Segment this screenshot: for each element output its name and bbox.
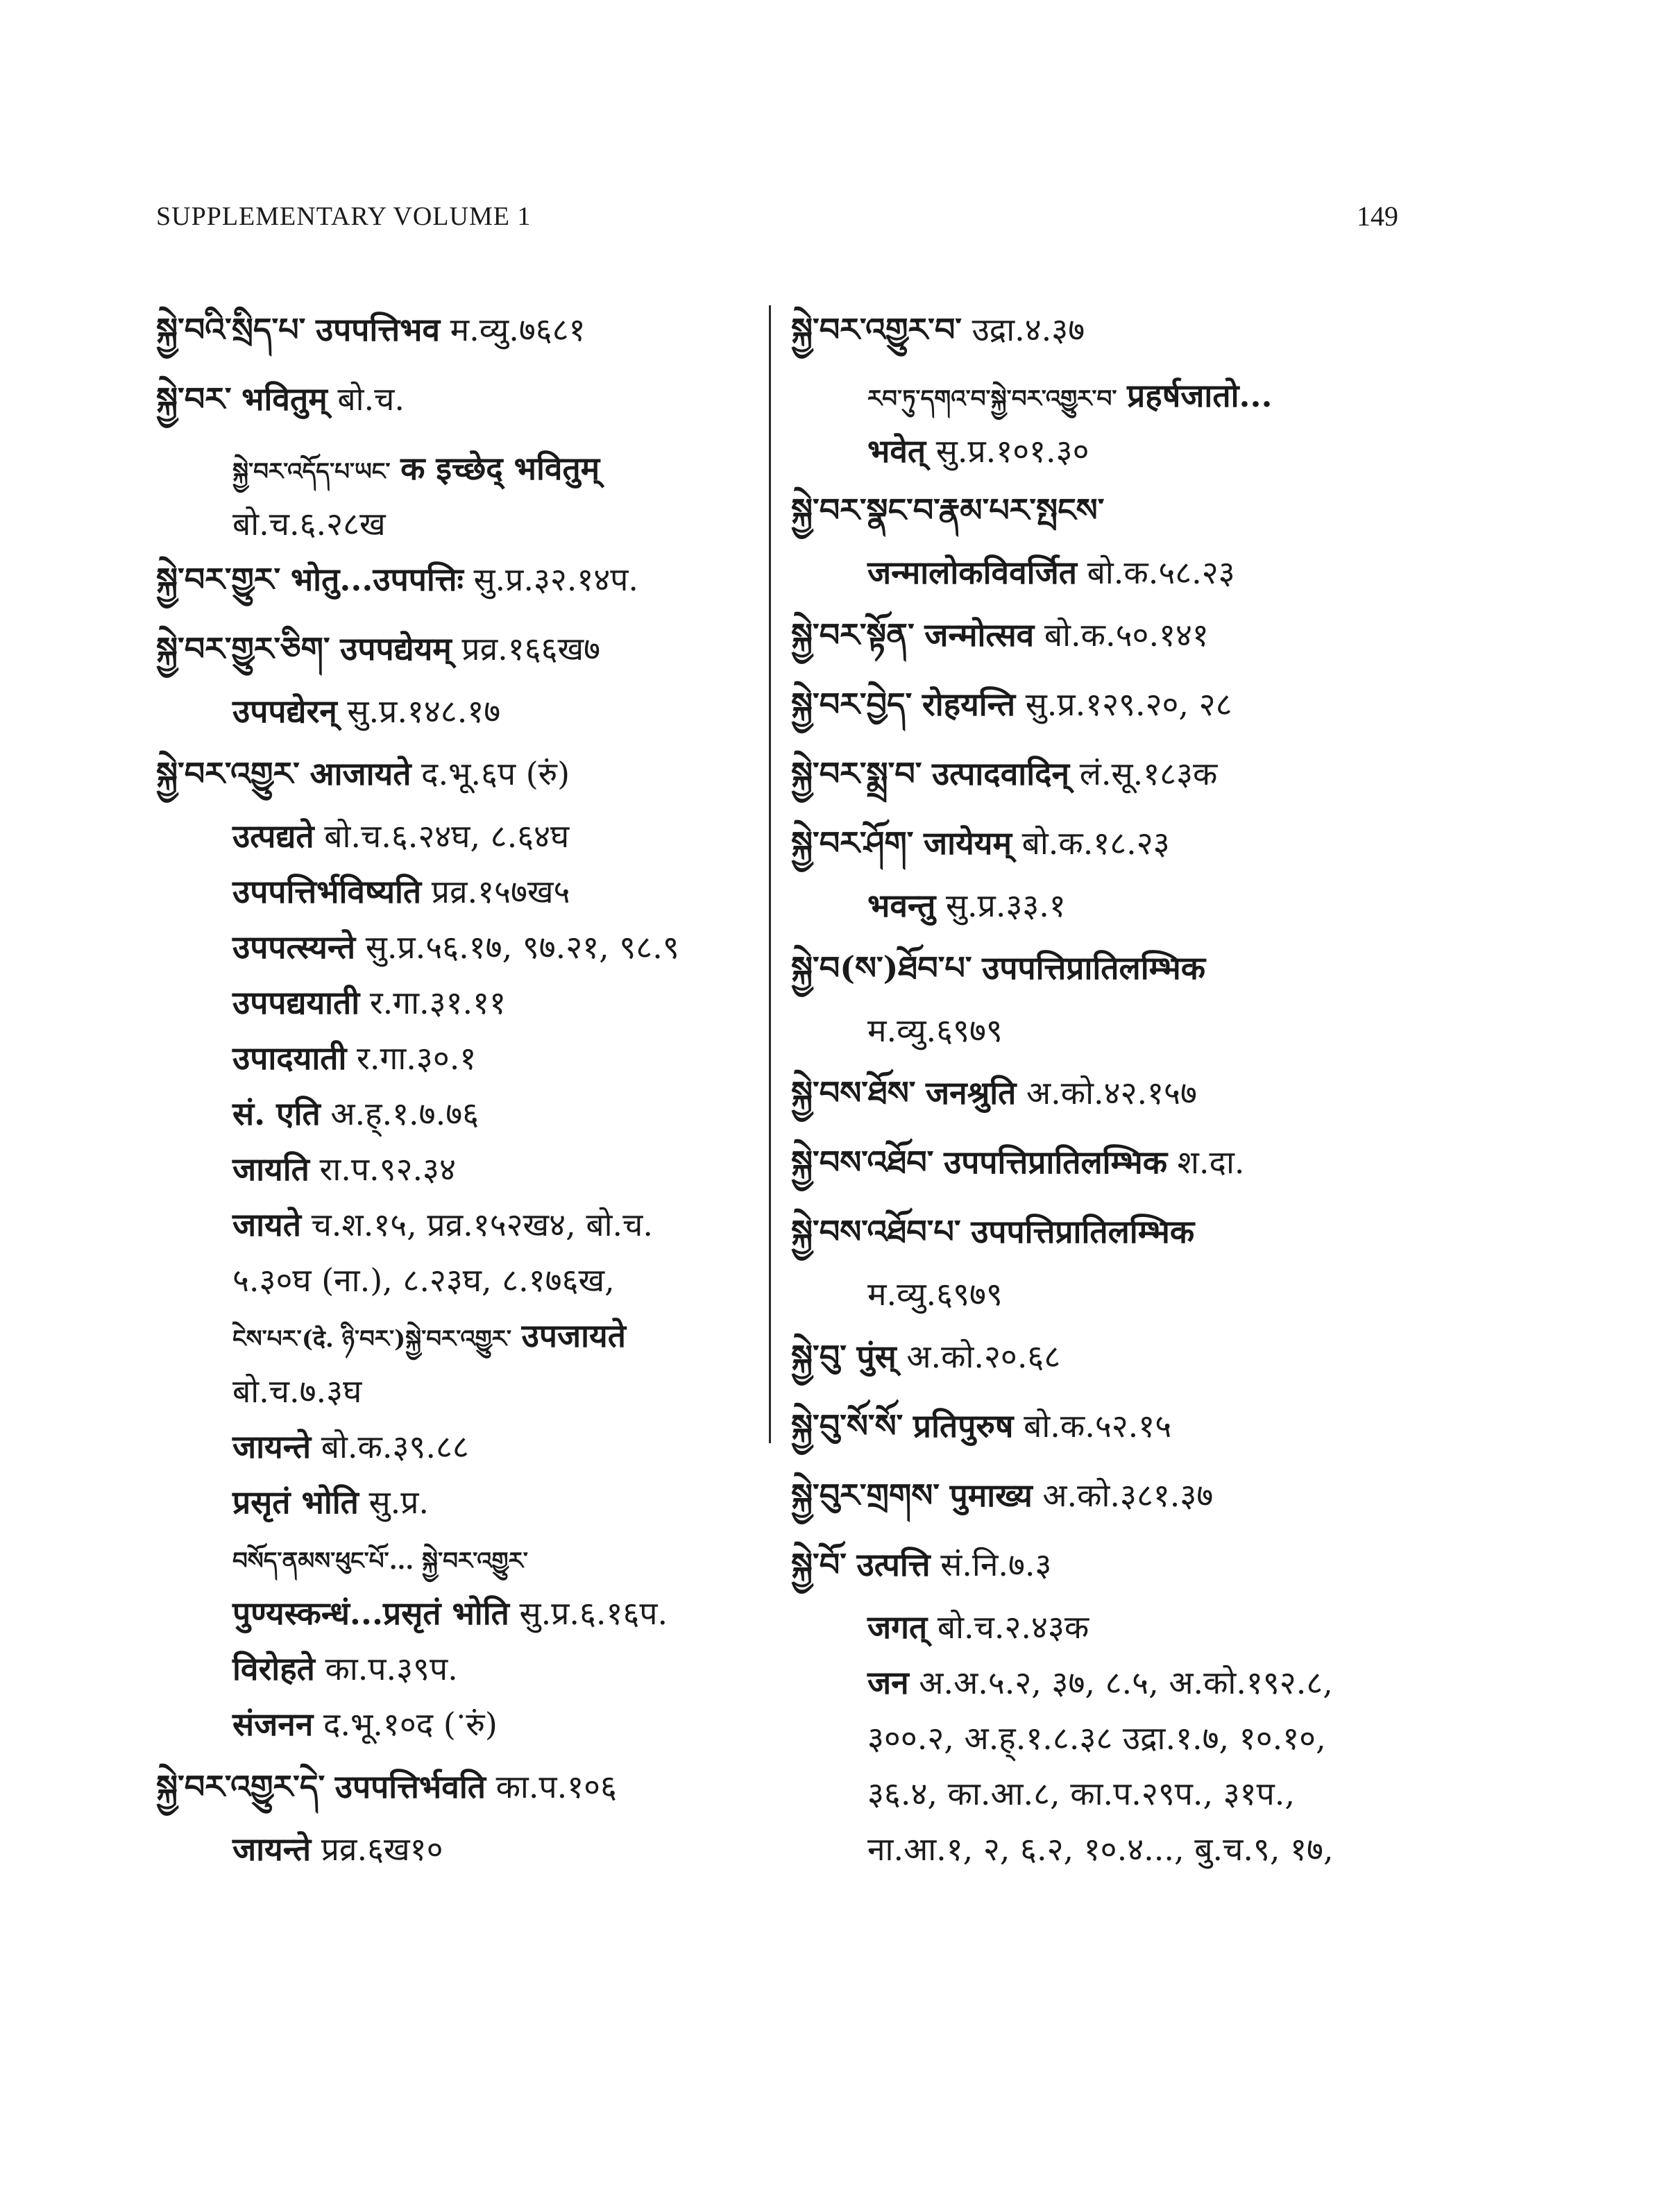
- headword-line: [791, 1141, 1245, 1183]
- sub-entry-line: [232, 1204, 653, 1245]
- sanskrit-equivalent: प्रसृतं भोति: [232, 1483, 359, 1521]
- source-reference: अ.को.४२.१५७: [1026, 1074, 1197, 1112]
- headword-line: [791, 947, 1205, 989]
- sub-entry-line: [867, 1717, 1326, 1759]
- sanskrit-equivalent: उत्पादवादिन्: [932, 755, 1070, 792]
- sanskrit-equivalent: उपपत्स्यन्ते: [232, 928, 356, 966]
- headword-line: [791, 822, 1170, 864]
- sub-entry-line: [867, 1010, 1003, 1051]
- source-reference: का.प.३९प.: [325, 1650, 458, 1687]
- tibetan-term: སྐྱེ་བུར་གྲགས་: [791, 1477, 940, 1514]
- headword-line: [791, 683, 1232, 725]
- sanskrit-equivalent: पुमाख्य: [949, 1477, 1033, 1514]
- tibetan-term: སྐྱེ་བར་སྟོན་: [791, 616, 915, 654]
- sanskrit-equivalent: जन्मालोकविवर्जित: [867, 554, 1077, 591]
- source-reference: उद्रा.४.३७: [971, 311, 1085, 348]
- source-reference: अ.को.३८१.३७: [1042, 1477, 1214, 1514]
- tibetan-term: རབ་ཏུ་དགའ་བ་སྐྱེ་བར་འགྱུར་བ་: [867, 385, 1117, 413]
- tibetan-term: སྐྱེ་བའི་སྲིད་པ་: [156, 311, 306, 348]
- sub-entry-line: [232, 1315, 626, 1360]
- source-reference: लं.सू.१८३क: [1079, 755, 1218, 792]
- source-reference: म.व्यु.६९७९: [867, 1012, 1003, 1049]
- source-reference: सु.प्र.१०१.३०: [935, 432, 1089, 470]
- headword-line: [791, 1336, 1060, 1377]
- tibetan-term: སྐྱེ་བུ་སོ་སོ་: [791, 1407, 903, 1445]
- sanskrit-equivalent: उपपत्तिप्रातिलम्भिक: [982, 949, 1206, 987]
- sanskrit-equivalent: संजनन: [232, 1705, 314, 1743]
- source-reference: सु.प्र.५६.१७, ९७.२१, ९८.९: [365, 928, 679, 966]
- source-reference: सु.प्र.६.१६प.: [519, 1594, 668, 1632]
- tibetan-term: སྐྱེ་བར་འདོད་པ་ཡང་: [232, 458, 391, 486]
- sanskrit-equivalent: उपजायते: [521, 1317, 626, 1354]
- page-number: 149: [1357, 201, 1398, 232]
- tibetan-term: སྐྱེ་བར་གྱུར་ཅིག་: [156, 630, 330, 667]
- sanskrit-equivalent: जायति: [232, 1150, 309, 1188]
- source-reference: प्रव्र.१५७ख५: [431, 873, 570, 910]
- tibetan-term: ངེས་པར་(दे. ཉི་བར་)སྐྱེ་བར་འགྱུར་: [232, 1325, 512, 1353]
- sub-entry-line: [867, 1773, 1295, 1814]
- sanskrit-equivalent: उत्पत्ति: [856, 1546, 931, 1583]
- source-reference: द.भू.६प (रुं): [421, 755, 570, 792]
- headword-line: [791, 1072, 1197, 1114]
- headword-line: [791, 1474, 1213, 1516]
- sub-entry-line: [232, 1828, 443, 1870]
- source-reference: श.दा.: [1177, 1143, 1245, 1181]
- sub-entry-line: [867, 552, 1235, 593]
- sub-entry-line: [232, 1093, 479, 1134]
- tibetan-term: སྐྱེ་བས་འཐོབ་: [791, 1143, 934, 1181]
- headword-line: [156, 309, 586, 350]
- sub-entry-line: [232, 503, 386, 545]
- sanskrit-equivalent: रोहयन्ति: [922, 686, 1016, 723]
- source-reference: का.प.१०६: [495, 1768, 617, 1805]
- sub-entry-line: [867, 1662, 1333, 1703]
- headword-line: [791, 614, 1209, 656]
- source-reference: अ.को.२०.६८: [906, 1338, 1061, 1375]
- source-reference: सु.प्र.३३.१: [945, 887, 1066, 924]
- headword-line: [156, 559, 638, 600]
- sub-entry-line: [867, 885, 1066, 926]
- sanskrit-equivalent: जन्मोत्सव: [924, 616, 1035, 654]
- sub-entry-line: [232, 1481, 429, 1523]
- source-reference: प्रव्र.१६६ख७: [461, 630, 601, 667]
- source-reference: ३६.४, का.आ.८, का.प.२९प., ३१प.,: [867, 1775, 1295, 1812]
- tibetan-term: སྐྱེ་བར་སྨྲ་བ་: [791, 755, 922, 792]
- source-reference: प्रव्र.६ख१०: [321, 1830, 443, 1868]
- source-reference: बो.च.: [337, 380, 405, 418]
- source-reference: बो.च.२.४३क: [937, 1608, 1089, 1646]
- sanskrit-equivalent: भवेत्: [867, 432, 926, 470]
- source-reference: बो.च.६.२४घ, ८.६४घ: [324, 817, 570, 855]
- tibetan-term: སྐྱེ་བས་ཐོས་: [791, 1074, 916, 1112]
- sanskrit-equivalent: सं. एति: [232, 1095, 321, 1132]
- column-divider: [769, 305, 771, 1443]
- source-reference: अ.ह्.१.७.७६: [330, 1095, 480, 1132]
- sanskrit-equivalent: प्रतिपुरुष: [913, 1407, 1014, 1445]
- source-reference: बो.क.५२.१५: [1024, 1407, 1172, 1445]
- tibetan-term: སྐྱེ་བོ་: [791, 1546, 847, 1583]
- source-reference: बो.च.६.२८ख: [232, 505, 386, 543]
- sub-entry-line: [232, 448, 600, 493]
- sanskrit-equivalent: उपपत्तिर्भविष्यति: [232, 873, 422, 910]
- tibetan-term: སྐྱེ་བུ་: [791, 1338, 847, 1375]
- sub-entry-line: [232, 871, 570, 912]
- sanskrit-equivalent: उपपत्तिर्भवति: [334, 1768, 486, 1805]
- sub-entry-line: [867, 430, 1089, 472]
- headword-line: [791, 309, 1085, 350]
- source-reference: अ.अ.५.२, ३७, ८.५, अ.को.१९२.८,: [919, 1664, 1333, 1701]
- headword-line: [791, 753, 1217, 794]
- sanskrit-equivalent: जगत्: [867, 1608, 928, 1646]
- source-reference: बो.क.३९.८८: [321, 1428, 469, 1465]
- sanskrit-equivalent: भवन्तु: [867, 887, 936, 924]
- sanskrit-equivalent: उपपत्तिप्रातिलम्भिक: [944, 1143, 1168, 1181]
- source-reference: ३००.२, अ.ह्.१.८.३८ उद्रा.१.७, १०.१०,: [867, 1719, 1326, 1757]
- headword-line: [791, 489, 1104, 531]
- sub-entry-line: [232, 1259, 615, 1301]
- sanskrit-equivalent: उपपद्येयम्: [340, 630, 452, 667]
- sanskrit-equivalent: जायन्ते: [232, 1428, 312, 1465]
- sanskrit-equivalent: क इच्छेद् भवितुम्: [400, 450, 600, 487]
- sub-entry-line: [232, 1370, 362, 1412]
- tibetan-term: སྐྱེ་བར་སྣང་བ་རྣམ་པར་སྤངས་: [791, 491, 1105, 529]
- sanskrit-equivalent: जन: [867, 1664, 909, 1701]
- sanskrit-equivalent: भोतु...उपपत्तिः: [290, 561, 464, 598]
- source-reference: सु.प्र.३२.१४प.: [473, 561, 639, 598]
- source-reference: बो.क.१८.२३: [1021, 824, 1170, 862]
- sanskrit-equivalent: जायेयम्: [924, 824, 1012, 862]
- source-reference: बो.क.५८.२३: [1087, 554, 1235, 591]
- sub-entry-line: [232, 1703, 498, 1745]
- source-reference: ५.३०घ (ना.), ८.२३घ, ८.१७६ख,: [232, 1261, 615, 1299]
- source-reference: म.व्यु.७६८१: [450, 311, 586, 348]
- source-reference: ना.आ.१, २, ६.२, १०.४..., बु.च.९, १७,: [867, 1830, 1334, 1868]
- sanskrit-equivalent: पुण्यस्कन्धं...प्रसृतं भोति: [232, 1594, 509, 1632]
- sanskrit-equivalent: पुंस्: [856, 1338, 897, 1375]
- headword-line: [791, 1211, 1194, 1252]
- sanskrit-equivalent: जनश्रुति: [926, 1074, 1017, 1112]
- tibetan-term: སྐྱེ་བར་འགྱུར་བ་: [791, 311, 962, 348]
- headword-line: [791, 1544, 1051, 1585]
- source-reference: रा.प.९२.३४: [319, 1150, 456, 1188]
- tibetan-term: སྐྱེ་བར་ཤོག་: [791, 824, 914, 862]
- tibetan-term: སྐྱེ་བར་བྱེད་: [791, 686, 913, 723]
- sanskrit-equivalent: उपपत्तिप्रातिलम्भिक: [971, 1213, 1195, 1250]
- sub-entry-line: [232, 1648, 458, 1690]
- source-reference: सं.नि.७.३: [940, 1546, 1052, 1583]
- source-reference: बो.क.५०.१४१: [1044, 616, 1209, 654]
- source-reference: सु.प्र.१४८.१७: [347, 692, 501, 730]
- sanskrit-equivalent: भवितुम्: [241, 380, 328, 418]
- tibetan-term: སྐྱེ་བར་: [156, 380, 232, 418]
- sub-entry-line: [232, 815, 569, 857]
- sanskrit-equivalent: जायन्ते: [232, 1830, 312, 1868]
- sanskrit-equivalent: आजायते: [309, 755, 411, 792]
- sub-entry-line: [232, 1592, 668, 1634]
- sanskrit-equivalent: विरोहते: [232, 1650, 315, 1687]
- sub-entry-line: [867, 375, 1273, 420]
- sanskrit-equivalent: प्रहर्षजातो...: [1127, 377, 1273, 414]
- tibetan-term: སྐྱེ་བར་འགྱུར་དེ་: [156, 1768, 325, 1805]
- tibetan-term: སྐྱེ་བར་འགྱུར་: [156, 755, 300, 792]
- headword-line: [156, 1766, 617, 1807]
- sub-entry-line: [232, 982, 506, 1023]
- headword-line: [791, 1405, 1171, 1447]
- sub-entry-line: [232, 1037, 476, 1079]
- headword-line: [156, 628, 600, 670]
- source-reference: द.भू.१०द (ॱरुं): [323, 1705, 498, 1743]
- source-reference: र.गा.३०.१: [357, 1039, 477, 1077]
- sub-entry-line: [232, 1426, 469, 1467]
- headword-line: [156, 753, 570, 794]
- running-head: SUPPLEMENTARY VOLUME 1: [156, 202, 532, 231]
- sub-entry-line: [232, 690, 500, 732]
- sub-entry-line: [232, 926, 679, 968]
- sub-entry-line: [232, 1148, 456, 1190]
- tibetan-term: བསོད་ནམས་ཕུང་པོ་... སྐྱེ་བར་འགྱུར་: [232, 1547, 528, 1575]
- sanskrit-equivalent: उपपत्तिभव: [315, 311, 441, 348]
- sub-entry-line: [867, 1273, 1003, 1315]
- tibetan-term: སྐྱེ་བ(ས་)ཐོབ་པ་: [791, 949, 972, 987]
- sub-entry-line: [867, 1828, 1334, 1870]
- sanskrit-equivalent: उपादयाती: [232, 1039, 347, 1077]
- sanskrit-equivalent: उपपद्ययाती: [232, 984, 360, 1021]
- sanskrit-equivalent: उपपद्येरन्: [232, 692, 337, 730]
- source-reference: सु.प्र.१२९.२०, २८: [1025, 686, 1232, 723]
- source-reference: र.गा.३१.११: [369, 984, 506, 1021]
- headword-line: [156, 378, 405, 420]
- source-reference: म.व्यु.६९७९: [867, 1275, 1003, 1313]
- tibetan-term: སྐྱེ་བར་གྱུར་: [156, 561, 281, 598]
- sub-entry-line: [867, 1606, 1089, 1648]
- sanskrit-equivalent: उत्पद्यते: [232, 817, 314, 855]
- source-reference: च.श.१५, प्रव्र.१५२ख४, बो.च.: [311, 1206, 653, 1243]
- tibetan-term: སྐྱེ་བས་འཐོབ་པ་: [791, 1213, 961, 1250]
- sub-entry-line: [232, 1537, 528, 1582]
- source-reference: सु.प्र.: [368, 1483, 430, 1521]
- sanskrit-equivalent: जायते: [232, 1206, 301, 1243]
- source-reference: बो.च.७.३घ: [232, 1372, 362, 1410]
